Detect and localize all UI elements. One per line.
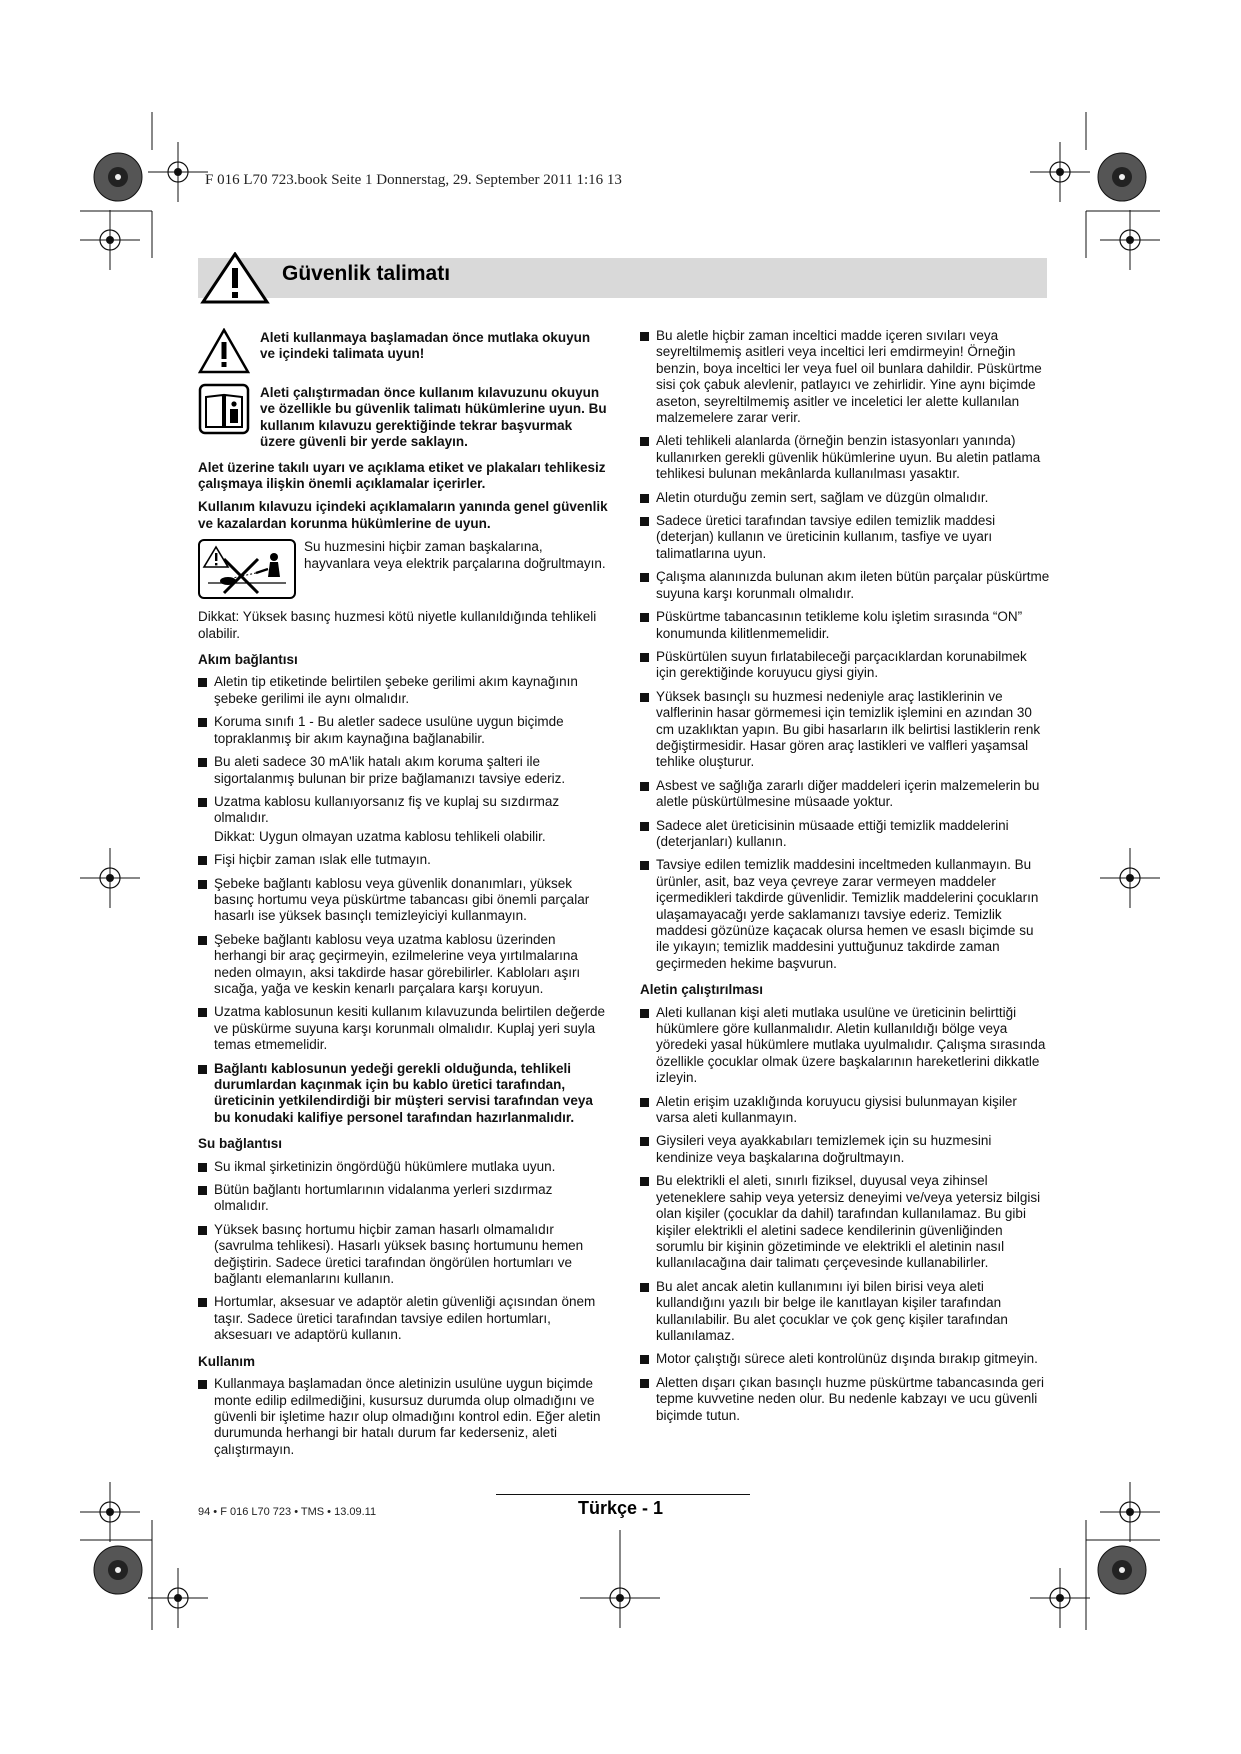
list-item: Kullanmaya başlamadan önce aletinizin usulüne uygun biçimde monte edilip edilmediğini, kusursuz durumda olup olmadığını ve güvenli bir işletime hazır olup olmadığını kontrol edin. Eğer aletin durumunda herhangi bir hatalı durum far kederseniz, aleti çalıştırmayın. [198,1376,608,1458]
list-item: Motor çalıştığı sürece aleti kontrolünüz dışında bırakıp gitmeyin. [640,1351,1050,1367]
list-item: Püskürtme tabancasının tetikleme kolu işletim sırasında “ON” konumunda kilitlenmemelidir. [640,609,1050,642]
list-item: Şebeke bağlantı kablosu veya uzatma kablosu üzerinden herhangi bir araç geçirmeyin, ezilmelerine veya yırtılmalarına neden olmayın, aksi takdirde hasar görebilirler. Kabloları aşırı sıcağa, yağa ve keskin kenarlı parçalara karşı koruyun. [198,932,608,998]
left-column [198,328,608,1465]
list-item: Aletin erişim uzaklığında koruyucu giysisi bulunmayan kişiler varsa aleti kullanmayın. [640,1094,1050,1127]
intro-warning-row [198,328,608,374]
list-item: Aleti tehlikeli alanlarda (örneğin benzin istasyonları yanında) kullanırken gerekli güvenlik hükümlerine uyun. Bu aletin patlama tehlikesi bulunan mekânlarda kullanılması yasaktır. [640,433,1050,482]
list-item: Bu elektrikli el aleti, sınırlı fiziksel, duyusal veya zihinsel yeteneklere sahip veya yetersiz deneyimi ve/veya yetersiz bilgisi olan kişiler (çocuklar da dahil) tarafından kullanılamaz. Bu gibi kişiler elektrikli el aletini sadece kendilerinin güvenliğinden sorumlu bir kişinin gözetiminde ve elektrikli el aletinin nasıl kullanılacağına dair talimatı çerçevesinde kullanabilirler. [640,1173,1050,1271]
page-title: Güvenlik talimatı [282,262,451,285]
warning-triangle-icon [200,252,270,304]
right-column [640,328,1050,1431]
list-item: Asbest ve sağlığa zararlı diğer maddeleri içerin malzemelerin bu aletle püskürtülmesine müsaade yoktur. [640,778,1050,811]
list-item: Yüksek basınçlı su huzmesi nedeniyle araç lastiklerinin ve valflerinin hasar görmemesi için temizlik işlemini en azından 30 cm uzaklıktan yapın. Bu gibi hasarların ilk belirtisi lastiklerin renk değiştirmesidir. Hasar gören araç lastikleri ve valfleri yaşamsal tehlike oluşturur. [640,689,1050,771]
list-item: Su ikmal şirketinizin öngördüğü hükümlere mutlaka uyun. [198,1159,608,1175]
list-item: Çalışma alanınızda bulunan akım ileten bütün parçalar püskürtme suyuna karşı korunmalı olmalıdır. [640,569,1050,602]
jet-warning-row [198,539,608,599]
labels-note: Alet üzerine takılı uyarı ve açıklama etiket ve plakaları tehlikesiz çalışmaya ilişkin önemli açıklamalar içerirler. [198,459,606,492]
footer-divider [496,1494,750,1495]
list-item: Bu alet ancak aletin kullanımını iyi bilen birisi veya aleti kullandığını yazılı bir belge ile kanıtlayan kişiler tarafından kullanılabilir. Bu alet çocuklar ve çok genç kişiler tarafından kullanılamaz. [640,1279,1050,1345]
list-item: Tavsiye edilen temizlik maddesini inceltmeden kullanmayın. Bu ürünler, asit, baz veya çevreye zarar vermeyen maddeler içermedikleri takdirde güvenlidir. Temizlik maddelerini çocukların ulaşamayacağı yerde saklamanızı tavsiye ederiz. Temizlik maddesi gözünüze kaçacak olursa hemen ve esaslı biçimde su ile yıkayın; temizlik maddesini yuttuğunuz takdirde zaman geçirmeden hekime başvurun. [640,857,1050,972]
list-item: Koruma sınıfı 1 - Bu aletler sadece usulüne uygun biçimde topraklanmış bir akım kaynağına bağlanabilir. [198,714,608,747]
list-item: Püskürtülen suyun fırlatabileceği parçacıklardan korunabilmek için gerektiğinde koruyucu giysi giyin. [640,649,1050,682]
print-header: F 016 L70 723.book Seite 1 Donnerstag, 29. September 2011 1:16 13 [205,172,622,188]
use-heading: Kullanım [198,1353,256,1369]
list-item: Bütün bağlantı hortumlarının vidalanma yerleri sızdırmaz olmalıdır. [198,1182,608,1215]
list-item: Uzatma kablosunun kesiti kullanım kılavuzunda belirtilen değerde ve püskürme suyuna karşı korunmalı olmalıdır. Kuplaj yeri suyla temas etmemelidir. [198,1004,608,1053]
list-item: Giysileri veya ayakkabıları temizlemek için su huzmesini kendinize veya başkalarına doğrultmayın. [640,1133,1050,1166]
page-number: Türkçe - 1 [578,1498,664,1518]
intro-manual-text: Aleti çalıştırmadan önce kullanım kılavuzunu okuyun ve özellikle bu güvenlik talimatı hükümlerine uyun. Bu kullanım kılavuzu gerektiğinde tekrar başvurmak üzere güvenli bir yerde saklayın. [260,385,607,450]
read-manual-icon [198,383,250,435]
jet-warning-text: Su huzmesini hiçbir zaman başkalarına, hayvanlara veya elektrik parçalarına doğrultmayın. [304,539,606,571]
general-note: Kullanım kılavuzu içindeki açıklamaların yanında genel güvenlik ve kazalardan korunma hükümlerine de uyun. [198,499,608,531]
list-item-bold: Bağlantı kablosunun yedeği gerekli olduğunda, tehlikeli durumlardan kaçınmak için bu kablo üretici tarafından, üreticinin yetkilendirdiği bir müşteri servisi tarafından veya bu konudaki kalifiye personel tarafından hazırlanmalıdır. [198,1061,608,1127]
list-item: Bu aletle hiçbir zaman inceltici madde içeren sıvıları veya seyreltilmemiş asitleri veya inceltici leri emdirmeyin! Örneğin benzin, boya inceltici ler veya fuel oil bunlara dahildir. Püskürtme sisi çok çabuk alevlenir, patlayıcı ve zehirlidir. Yine aynı biçimde aseton, seyreltilmemiş asitler ve inceletici ler alette kullanılan malzemelere zarar verir. [640,328,1050,426]
list-item: Yüksek basınç hortumu hiçbir zaman hasarlı olmamalıdır (savrulma tehlikesi). Hasarlı yüksek basınç hortumunu hemen değiştirin. Sadece üretici tarafından öngörülen hortumları ve bağlantı elemanlarını kullanın. [198,1222,608,1288]
operation-heading: Aletin çalıştırılması [640,982,764,998]
intro-manual-row [198,383,608,451]
list-item: Aletten dışarı çıkan basınçlı huzme püskürtme tabancasında geri tepme kuvvetine neden olur. Bu nedenle kabzayı ve ucu güvenli biçimde tutun. [640,1375,1050,1424]
no-spray-at-people-icon [198,539,296,599]
warning-triangle-icon [198,328,250,374]
list-item: Aleti kullanan kişi aleti mutlaka usulüne ve üreticinin belirttiği hükümlere göre kullanmalıdır. Aletin kullanıldığı bölge veya yöredeki yasal hükümlere mutlaka uyulmalıdır. Çalışma sırasında özellikle çocuklar olmak üzere başkalarının hareketlerini dikkatle izleyin. [640,1005,1050,1087]
list-item: Şebeke bağlantı kablosu veya güvenlik donanımları, yüksek basınç hortumu veya püskürtme tabancası gibi önemli parçalar hasarlı ise yüksek basınçlı temizleyiciyi kullanmayın. [198,876,608,925]
intro-warning-text: Aleti kullanmaya başlamadan önce mutlaka okuyun ve içindeki talimata uyun! [260,330,591,362]
list-item: Aletin oturduğu zemin sert, sağlam ve düzgün olmalıdır. [640,490,1050,506]
water-heading: Su bağlantısı [198,1136,283,1152]
list-item: Sadece alet üreticisinin müsaade ettiği temizlik maddelerini (deterjanları) kullanın. [640,818,1050,851]
footer-code: 94 • F 016 L70 723 • TMS • 13.09.11 [198,1506,377,1518]
list-item: Bu aleti sadece 30 mA'lik hatalı akım koruma şalteri ile sigortalanmış bulunan bir prize bağlamanızı tavsiye ederiz. [198,754,608,787]
list-item: Aletin tip etiketinde belirtilen şebeke gerilimi akım kaynağının şebeke gerilimi ile aynı olmalıdır. [198,674,608,707]
list-item: Uzatma kablosu kullanıyorsanız fiş ve kuplaj su sızdırmaz olmalıdır. [198,794,608,827]
list-item: Fişi hiçbir zaman ıslak elle tutmayın. [198,852,608,868]
list-item-note: Dikkat: Uygun olmayan uzatma kablosu tehlikeli olabilir. [214,828,546,844]
list-item: Hortumlar, aksesuar ve adaptör aletin güvenliği açısından önem taşır. Sadece üretici tarafından tavsiye edilen hortumları, aksesuarı ve adaptörü kullanın. [198,1294,608,1343]
list-item: Sadece üretici tarafından tavsiye edilen temizlik maddesi (deterjan) kullanın ve üreticinin kullanım, tasfiye ve uyarı talimatlarına uyun. [640,513,1050,562]
power-heading: Akım bağlantısı [198,652,298,668]
caution-text: Dikkat: Yüksek basınç huzmesi kötü niyetle kullanıldığında tehlikeli olabilir. [198,609,597,641]
